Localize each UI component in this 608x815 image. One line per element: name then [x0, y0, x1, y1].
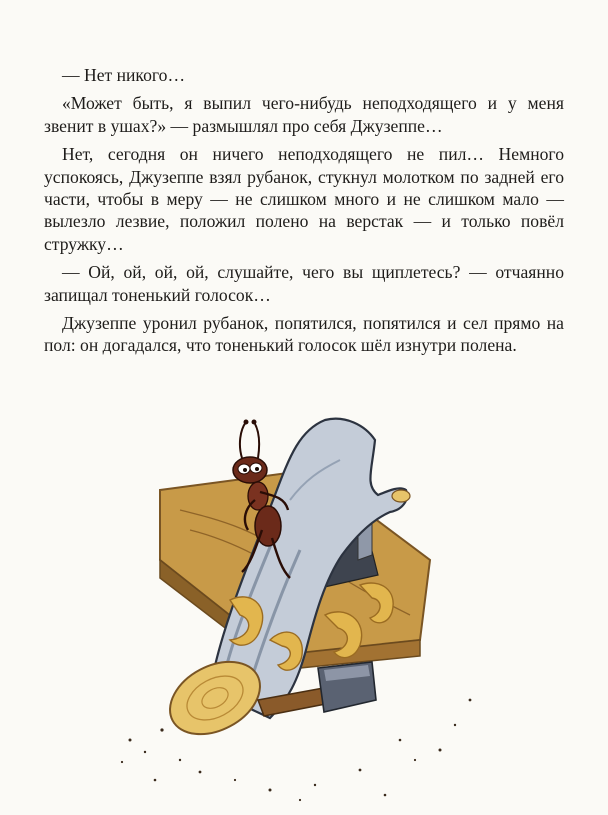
- paragraph-2: «Может быть, я выпил чего-нибудь неподходящего и у меня звенит в ушах?» — размышлял про себя Джузеппе…: [44, 93, 564, 136]
- paragraph-1: — Нет никого…: [62, 65, 186, 85]
- paragraph-5: Джузеппе уронил рубанок, попятился, попятился и сел прямо на пол: он догадался, что тоненький голосок шёл изнутри полена.: [44, 313, 564, 356]
- paragraph-4: — Ой, ой, ой, ой, слушайте, чего вы щиплетесь? — отчаянно запищал тоненький голосок…: [44, 262, 564, 305]
- ant-on-log-with-plane-and-hammer-illustration: [110, 400, 510, 810]
- paragraph-3: Нет, сегодня он ничего неподходящего не пил… Немного успокоясь, Джузеппе взял рубанок, стукнул молотком по задней его части, чтобы в меру — не слишком много и не слишком мало — вылезло лезвие, положил полено на верстак — и только повёл стружку…: [44, 144, 564, 254]
- story-text: [44, 64, 564, 363]
